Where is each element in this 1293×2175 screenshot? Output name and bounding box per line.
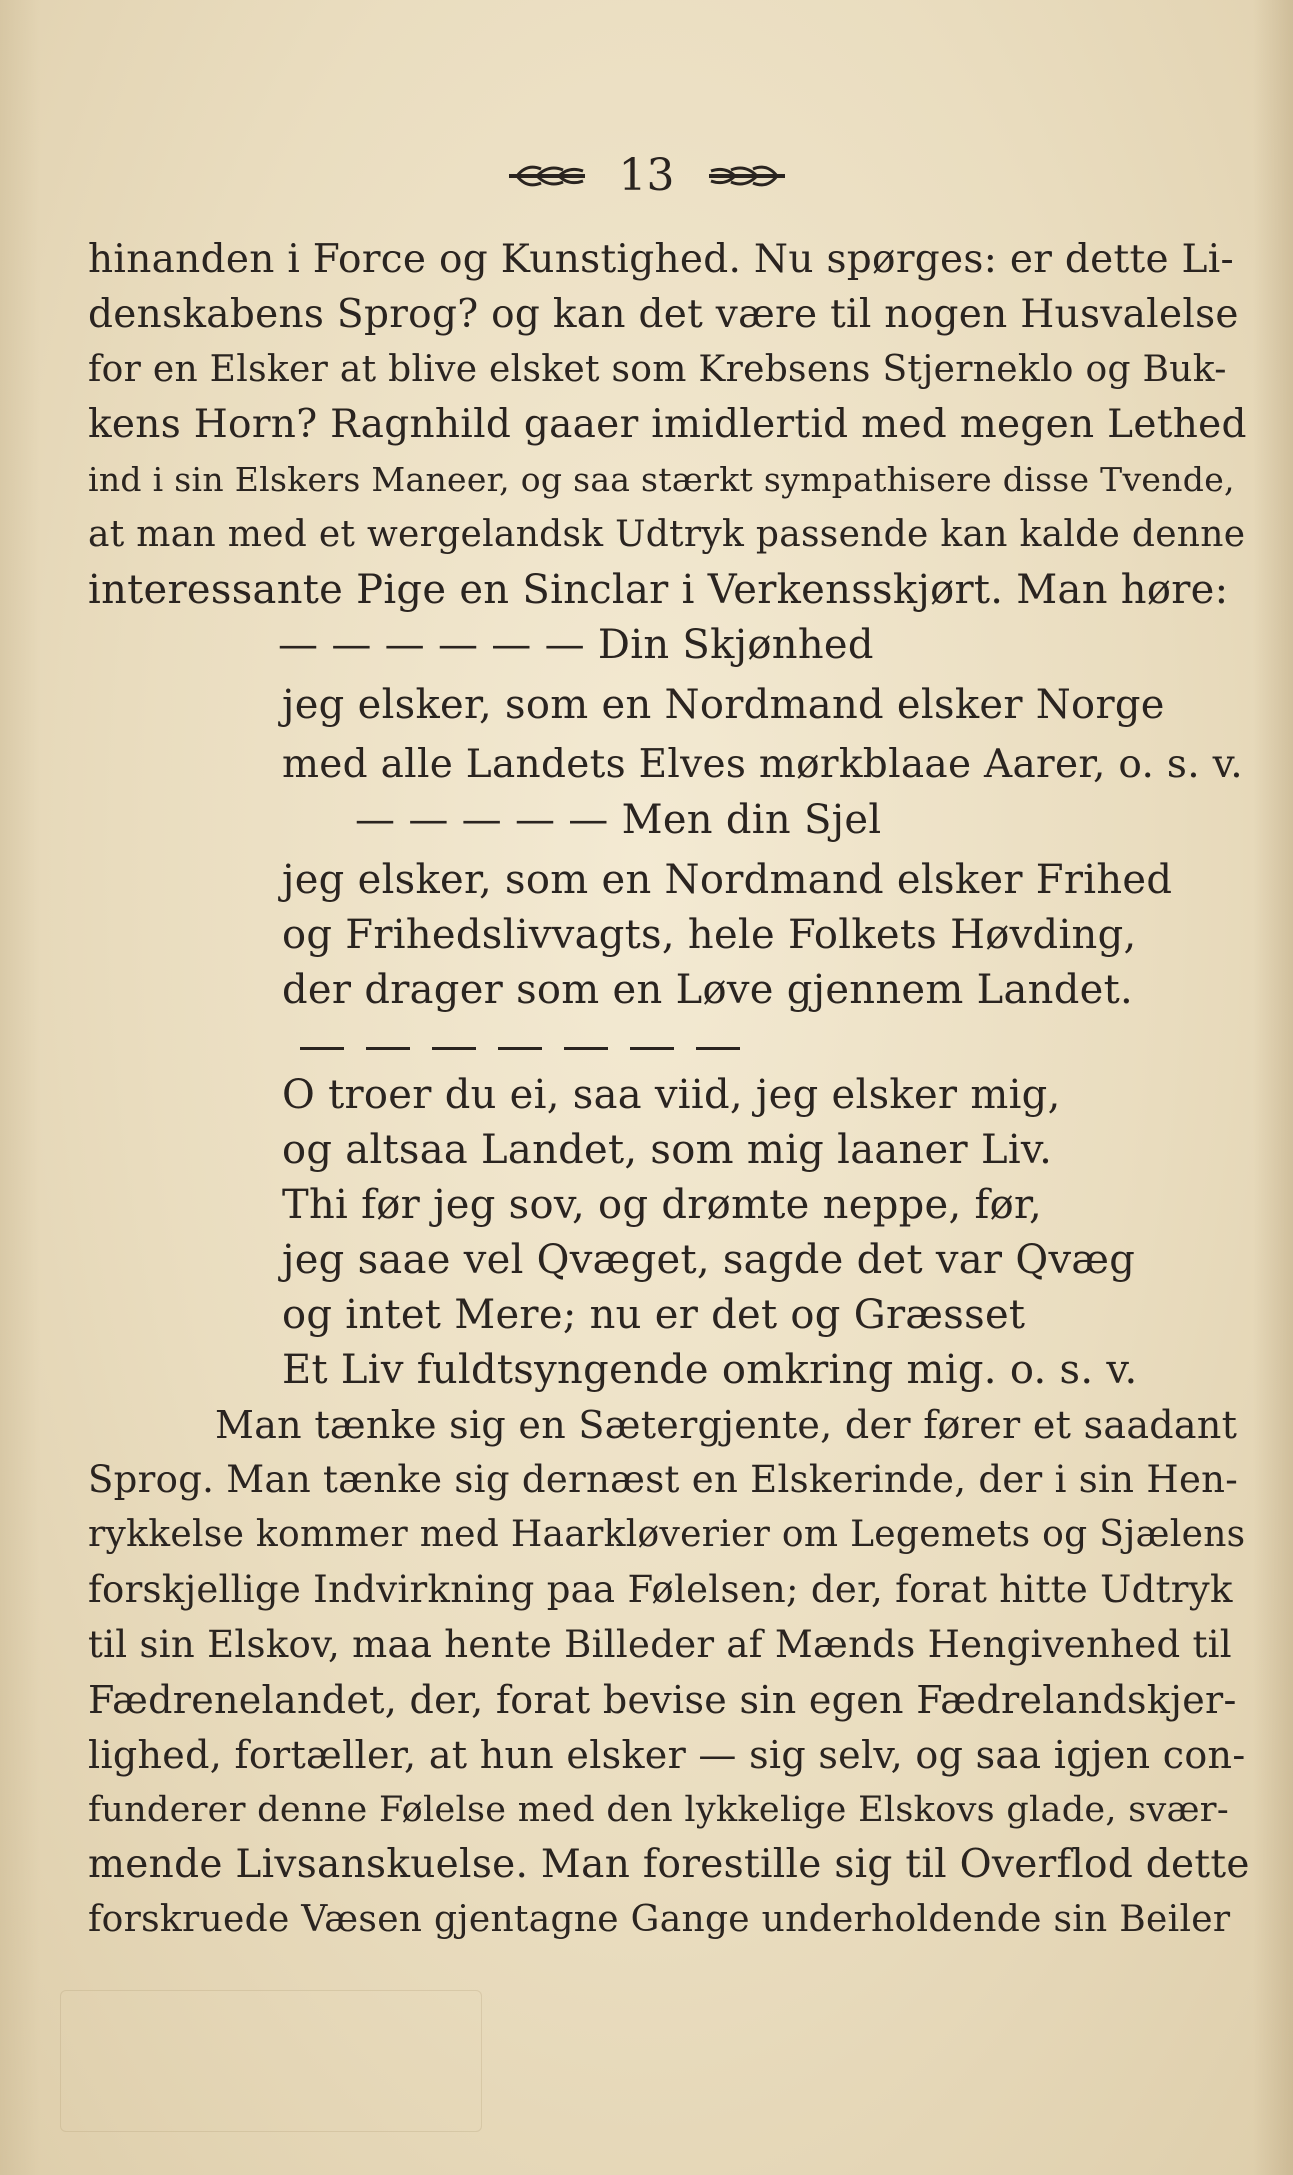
dash-separator (300, 1038, 762, 1048)
text-line: ind i sin Elskers Maneer, og saa stærkt sympathisere disse Tvende, (88, 460, 1235, 499)
text-line: lighed, fortæller, at hun elsker — sig selv, og saa igjen con- (88, 1733, 1246, 1777)
text-line: funderer denne Følelse med den lykkelige Elskovs glade, svær- (88, 1790, 1229, 1830)
verse-line: — — — — — — Din Skjønhed (278, 622, 874, 668)
verse-line: og altsaa Landet, som mig laaner Liv. (282, 1127, 1053, 1173)
right-ornament-icon (707, 161, 787, 191)
verse-line: jeg saae vel Qvæget, sagde det var Qvæg (282, 1237, 1136, 1283)
verse-line: — — — — — Men din Sjel (355, 797, 882, 843)
verse-line: og Frihedslivvagts, hele Folkets Høvding, (282, 912, 1137, 958)
text-line: for en Elsker at blive elsket som Krebsens Stjerneklo og Buk- (88, 349, 1227, 390)
verse-line: jeg elsker, som en Nordmand elsker Norge (282, 682, 1165, 728)
text-line: til sin Elskov, maa hente Billeder af Mænds Hengivenhed til (88, 1623, 1232, 1666)
text-line: denskabens Sprog? og kan det være til nogen Husvalelse (88, 292, 1239, 337)
page-number: 13 (618, 149, 675, 201)
verse-line: Thi før jeg sov, og drømte neppe, før, (282, 1182, 1043, 1228)
verse-line: med alle Landets Elves mørkblaae Aarer, o. s. v. (282, 742, 1244, 787)
text-line: interessante Pige en Sinclar i Verkensskjørt. Man høre: (88, 567, 1229, 613)
verse-line: Et Liv fuldtsyngende omkring mig. o. s. v. (282, 1347, 1138, 1393)
page-header (0, 148, 1293, 201)
text-line: at man med et wergelandsk Udtryk passende kan kalde denne (88, 514, 1246, 555)
text-line: kens Horn? Ragnhild gaaer imidlertid med megen Lethed (88, 402, 1247, 447)
verse-line: O troer du ei, saa viid, jeg elsker mig, (282, 1072, 1061, 1118)
text-line: Man tænke sig en Sætergjente, der fører et saadant (215, 1403, 1238, 1447)
text-line: forskjellige Indvirkning paa Følelsen; der, forat hitte Udtryk (88, 1568, 1233, 1611)
text-line: forskruede Væsen gjentagne Gange underholdende sin Beiler (88, 1899, 1231, 1940)
page-shadow-right (1253, 0, 1293, 2175)
verse-line: jeg elsker, som en Nordmand elsker Frihed (282, 857, 1173, 903)
paper-stain (60, 1990, 482, 2132)
text-line: Fædrenelandet, der, forat bevise sin egen Fædrelandskjer- (88, 1678, 1237, 1722)
text-line: hinanden i Force og Kunstighed. Nu spørges: er dette Li- (88, 237, 1234, 282)
text-line: mende Livsanskuelse. Man forestille sig til Overflod dette (88, 1842, 1250, 1887)
text-line: Sprog. Man tænke sig dernæst en Elskerinde, der i sin Hen- (88, 1458, 1239, 1501)
page-shadow-left (0, 0, 40, 2175)
left-ornament-icon (507, 161, 587, 191)
verse-line: og intet Mere; nu er det og Græsset (282, 1292, 1026, 1338)
verse-line: der drager som en Løve gjennem Landet. (282, 967, 1133, 1013)
text-line: rykkelse kommer med Haarkløverier om Legemets og Sjælens (88, 1514, 1246, 1555)
